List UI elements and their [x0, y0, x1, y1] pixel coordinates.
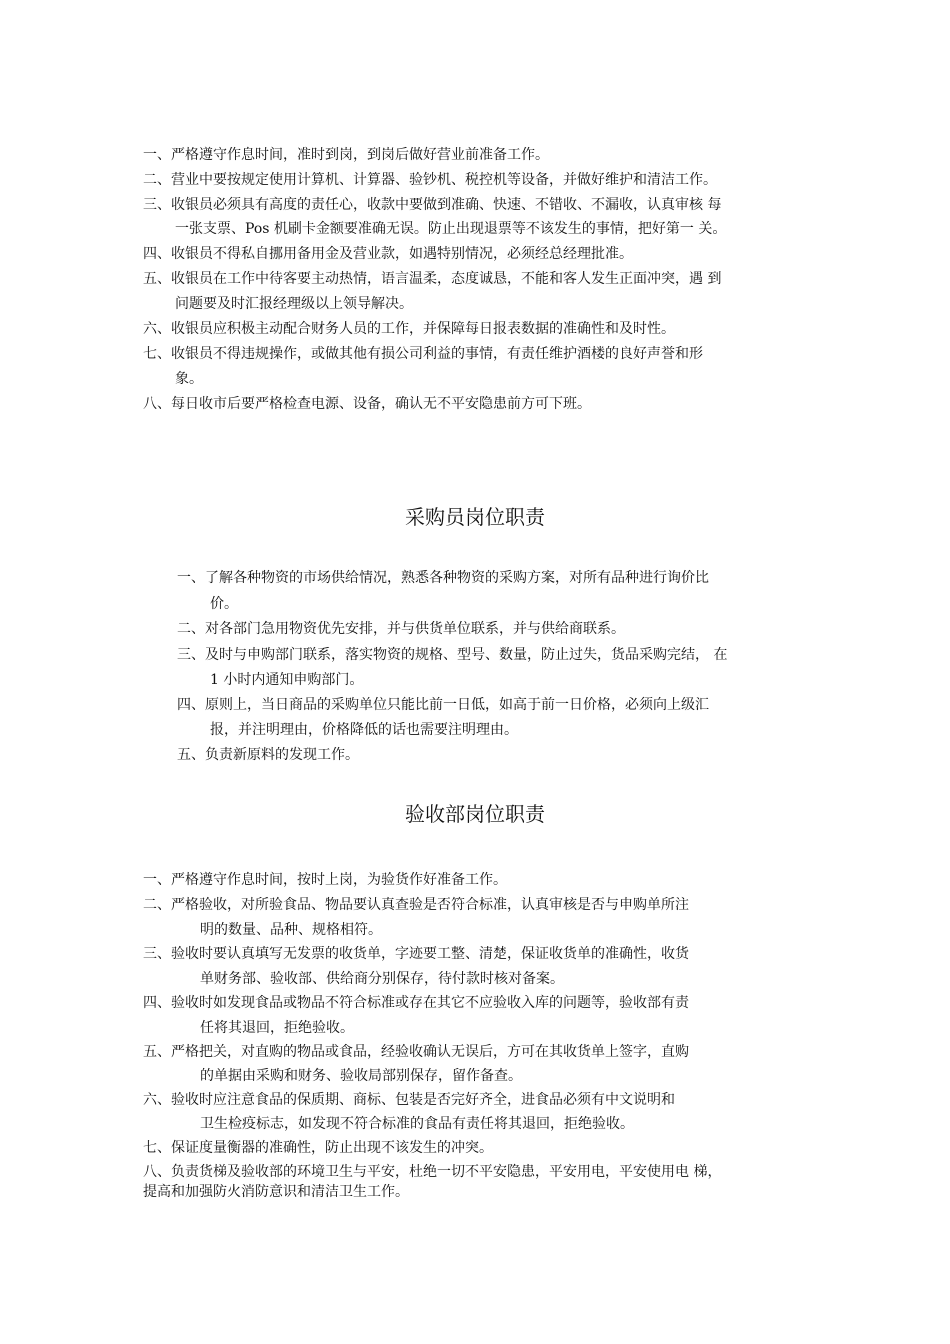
s1-item-5-line-2: 问题要及时汇报经理级以上领导解决。 — [175, 296, 413, 312]
s3-item-4-line-2: 任将其退回，拒绝验收。 — [200, 1020, 354, 1036]
s3-item-5-line-1: 五、严格把关，对直购的物品或食品，经验收确认无误后，方可在其收货单上签字，直购 — [143, 1044, 689, 1060]
s1-item-6-line-1: 六、收银员应积极主动配合财务人员的工作，并保障每日报表数据的准确性和及时性。 — [143, 321, 675, 337]
s2-item-4-line-1: 四、原则上，当日商品的采购单位只能比前一日低，如高于前一日价格，必须向上级汇 — [177, 697, 709, 713]
s3-item-8-line-1: 八、负责货梯及验收部的环境卫生与平安，杜绝一切不平安隐患，平安用电，平安使用电 梯， — [143, 1164, 722, 1180]
s2-item-1-line-1: 一、了解各种物资的市场供给情况，熟悉各种物资的采购方案，对所有品种进行询价比 — [177, 570, 709, 586]
s3-item-7-line-1: 七、保证度量衡器的准确性，防止出现不该发生的冲突。 — [143, 1140, 493, 1156]
s2-item-4-line-2: 报，并注明理由，价格降低的话也需要注明理由。 — [210, 722, 518, 738]
s1-item-5-line-1: 五、收银员在工作中待客要主动热情，语言温柔，态度诚恳，不能和客人发生正面冲突，遇 到 — [143, 271, 722, 287]
s1-item-2-line-1: 二、营业中要按规定使用计算机、计算器、验钞机、税控机等设备，并做好维护和清洁工作。 — [143, 172, 717, 188]
s3-item-3-line-1: 三、验收时要认真填写无发票的收货单，字迹要工整、清楚，保证收货单的准确性，收货 — [143, 946, 689, 962]
s1-item-4-line-1: 四、收银员不得私自挪用备用金及营业款，如遇特别情况，必须经总经理批准。 — [143, 246, 633, 262]
s2-item-3-line-2: 1 小时内通知申购部门。 — [210, 672, 364, 688]
section-title-receiving: 验收部岗位职责 — [405, 802, 545, 826]
s2-item-2-line-1: 二、对各部门急用物资优先安排，并与供货单位联系，并与供给商联系。 — [177, 621, 625, 637]
s3-item-1-line-1: 一、严格遵守作息时间，按时上岗，为验货作好准备工作。 — [143, 872, 507, 888]
s3-item-5-line-2: 的单据由采购和财务、验收局部别保存，留作备查。 — [200, 1068, 522, 1084]
s3-item-2-line-1: 二、严格验收，对所验食品、物品要认真查验是否符合标准，认真审核是否与申购单所注 — [143, 897, 689, 913]
s1-item-3-line-2: 一张支票、Pos 机刷卡金额要准确无误。防止出现退票等不该发生的事情，把好第一 关。 — [175, 221, 727, 237]
s1-item-8-line-1: 八、每日收市后要严格检查电源、设备，确认无不平安隐患前方可下班。 — [143, 396, 591, 412]
s1-item-7-line-2: 象。 — [175, 371, 203, 387]
s2-item-5-line-1: 五、负责新原料的发现工作。 — [177, 747, 359, 763]
s2-item-1-line-2: 价。 — [210, 596, 238, 612]
s1-item-1-line-1: 一、严格遵守作息时间，准时到岗，到岗后做好营业前准备工作。 — [143, 147, 549, 163]
s3-item-3-line-2: 单财务部、验收部、供给商分别保存，待付款时核对备案。 — [200, 971, 564, 987]
s1-item-7-line-1: 七、收银员不得违规操作，或做其他有损公司利益的事情，有责任维护酒楼的良好声誉和形 — [143, 346, 703, 362]
s3-item-2-line-2: 明的数量、品种、规格相符。 — [200, 922, 382, 938]
s3-item-8-line-2: 提高和加强防火消防意识和清洁卫生工作。 — [143, 1184, 409, 1200]
s3-item-6-line-2: 卫生检疫标志，如发现不符合标准的食品有责任将其退回，拒绝验收。 — [200, 1116, 634, 1132]
s2-item-3-line-1: 三、及时与申购部门联系，落实物资的规格、型号、数量，防止过失，货品采购完结， 在 — [177, 647, 728, 663]
s1-item-3-line-1: 三、收银员必须具有高度的责任心，收款中要做到准确、快速、不错收、不漏收，认真审核 每 — [143, 197, 722, 213]
s3-item-4-line-1: 四、验收时如发现食品或物品不符合标准或存在其它不应验收入库的问题等，验收部有责 — [143, 995, 689, 1011]
s3-item-6-line-1: 六、验收时应注意食品的保质期、商标、包装是否完好齐全，进食品必须有中文说明和 — [143, 1092, 675, 1108]
section-title-purchaser: 采购员岗位职责 — [405, 505, 545, 529]
